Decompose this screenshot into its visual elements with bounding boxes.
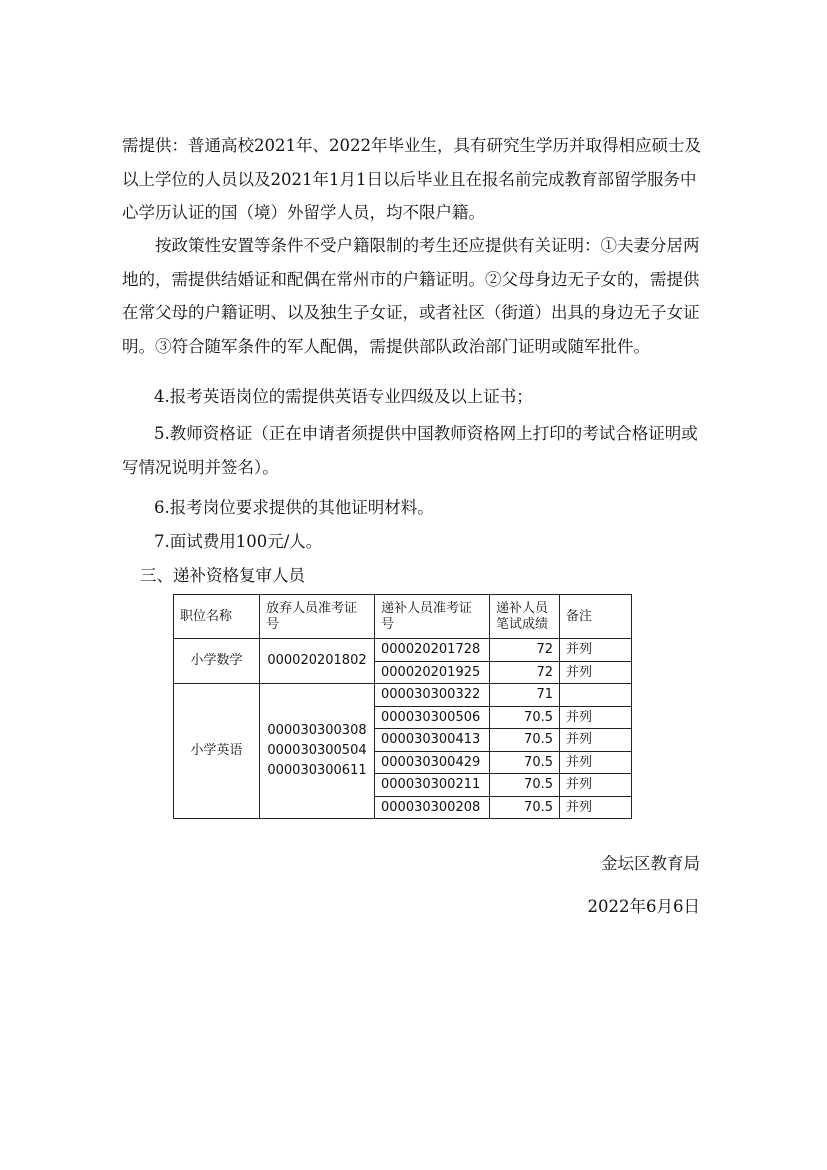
note-cell (560, 684, 632, 707)
note-cell: 并列 (560, 751, 632, 774)
position-cell: 小学数学 (174, 639, 260, 684)
score-cell: 72 (490, 639, 560, 662)
replacement-id-cell: 000030300413 (375, 729, 490, 752)
score-cell: 70.5 (490, 796, 560, 819)
review-table (173, 594, 632, 819)
replacement-id-cell: 000030300506 (375, 706, 490, 729)
score-cell: 71 (490, 684, 560, 707)
score-cell: 70.5 (490, 751, 560, 774)
replacement-id-cell: 000030300208 (375, 796, 490, 819)
score-cell: 70.5 (490, 706, 560, 729)
replacement-id-cell: 000020201728 (375, 639, 490, 662)
paragraph-policy-placement: 按政策性安置等条件不受户籍限制的考生还应提供有关证明：①夫妻分居两地的，需提供结婚证和配偶在常州市的户籍证明。②父母身边无子女的，需提供在常父母的户籍证明、以及独生子女证，或者社区（街道）出具的身边无子女证明。③符合随军条件的军人配偶，需提供部队政治部门证明或随军批件。 (122, 236, 700, 356)
item-7: 7.面试费用100元/人。 (154, 532, 323, 551)
header-note: 备注 (560, 595, 632, 639)
score-cell: 70.5 (490, 774, 560, 797)
section-title: 三、递补资格复审人员 (140, 566, 305, 585)
signature-date: 2022年6月6日 (587, 897, 700, 916)
table-row (174, 684, 632, 707)
replacement-id-cell: 000030300429 (375, 751, 490, 774)
header-abandoned: 放弃人员准考证号 (260, 595, 375, 639)
table-row (174, 639, 632, 662)
paragraph-eligibility: 需提供：普通高校2021年、2022年毕业生，具有研究生学历并取得相应硕士及以上学位的人员以及2021年1月1日以后毕业且在报名前完成教育部留学服务中心学历认证的国（境）外留学人员，均不限户籍。 (122, 136, 701, 222)
replacement-id-cell: 000030300322 (375, 684, 490, 707)
abandoned-id: 000030300308 (267, 723, 367, 738)
item-4: 4.报考英语岗位的需提供英语专业四级及以上证书； (154, 387, 533, 406)
abandoned-cell (260, 684, 375, 819)
note-cell: 并列 (560, 661, 632, 684)
note-cell: 并列 (560, 774, 632, 797)
note-cell: 并列 (560, 639, 632, 662)
abandoned-id: 000030300611 (267, 763, 367, 778)
note-cell: 并列 (560, 796, 632, 819)
table-header-row (174, 595, 632, 639)
header-score: 递补人员笔试成绩 (490, 595, 560, 639)
replacement-id-cell: 000020201925 (375, 661, 490, 684)
abandoned-id: 000030300504 (267, 743, 367, 758)
replacement-id-cell: 000030300211 (375, 774, 490, 797)
abandoned-id: 000020201802 (267, 653, 367, 668)
score-cell: 70.5 (490, 729, 560, 752)
header-position: 职位名称 (174, 595, 260, 639)
score-cell: 72 (490, 661, 560, 684)
review-table-wrapper (173, 594, 632, 819)
header-replacement: 递补人员准考证号 (375, 595, 490, 639)
signature-org: 金坛区教育局 (601, 854, 700, 873)
item-6: 6.报考岗位要求提供的其他证明材料。 (154, 498, 434, 517)
item-5: 5.教师资格证（正在申请者须提供中国教师资格网上打印的考试合格证明或写情况说明并签名）。 (122, 424, 698, 477)
note-cell: 并列 (560, 706, 632, 729)
position-cell: 小学英语 (174, 684, 260, 819)
abandoned-cell (260, 639, 375, 684)
note-cell: 并列 (560, 729, 632, 752)
